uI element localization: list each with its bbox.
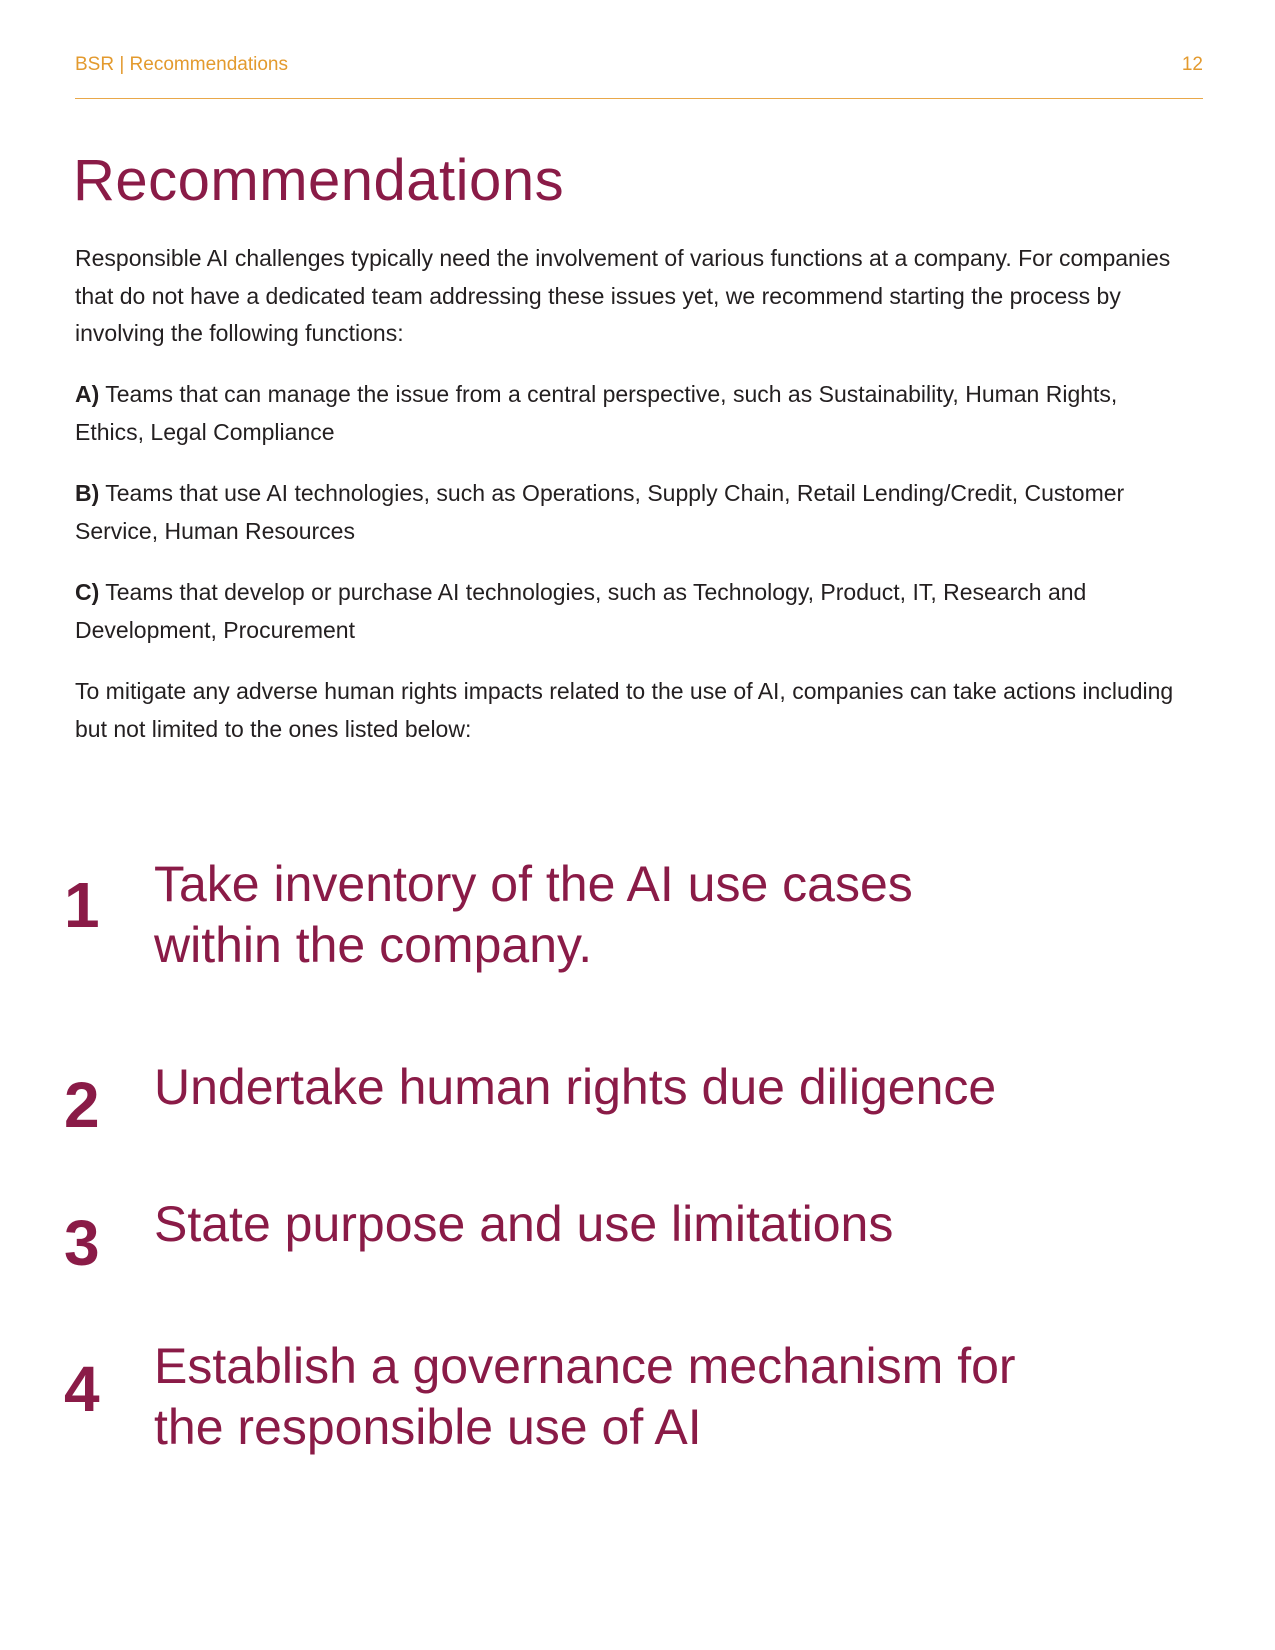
- action-number: 3: [64, 1207, 100, 1279]
- intro-paragraph: Responsible AI challenges typically need the involvement of various functions at a company. For companies that do not have a dedicated team addressing these issues yet, we recommend starting the process by involving the following functions:: [75, 245, 1171, 346]
- action-number: 4: [64, 1353, 100, 1425]
- page-title: Recommendations: [73, 148, 565, 213]
- function-text: Teams that develop or purchase AI technologies, such as Technology, Product, IT, Research and Development, Procurement: [75, 579, 1087, 643]
- function-item-a: [75, 376, 1185, 451]
- mitigation-paragraph: To mitigate any adverse human rights impacts related to the use of AI, companies can take actions including but not limited to the ones listed below:: [75, 678, 1174, 742]
- action-text: Take inventory of the AI use cases within the company.: [154, 856, 913, 973]
- function-letter: A): [75, 381, 100, 407]
- function-item-c: [75, 574, 1185, 649]
- action-number: 1: [64, 869, 100, 941]
- action-number: 2: [64, 1069, 100, 1141]
- action-text: State purpose and use limitations: [154, 1196, 894, 1252]
- action-text: Establish a governance mechanism for the responsible use of AI: [154, 1338, 1016, 1455]
- function-letter: C): [75, 579, 100, 605]
- function-text: Teams that use AI technologies, such as Operations, Supply Chain, Retail Lending/Credit, Customer Service, Human Resources: [75, 480, 1125, 544]
- action-text: Undertake human rights due diligence: [154, 1059, 997, 1115]
- function-text: Teams that can manage the issue from a central perspective, such as Sustainability, Human Rights, Ethics, Legal Compliance: [75, 381, 1118, 445]
- page-header: [75, 54, 1203, 80]
- running-header: BSR | Recommendations: [75, 54, 288, 75]
- page-number: 12: [1181, 54, 1203, 75]
- header-divider: [75, 98, 1203, 99]
- function-letter: B): [75, 480, 100, 506]
- function-item-b: [75, 475, 1185, 550]
